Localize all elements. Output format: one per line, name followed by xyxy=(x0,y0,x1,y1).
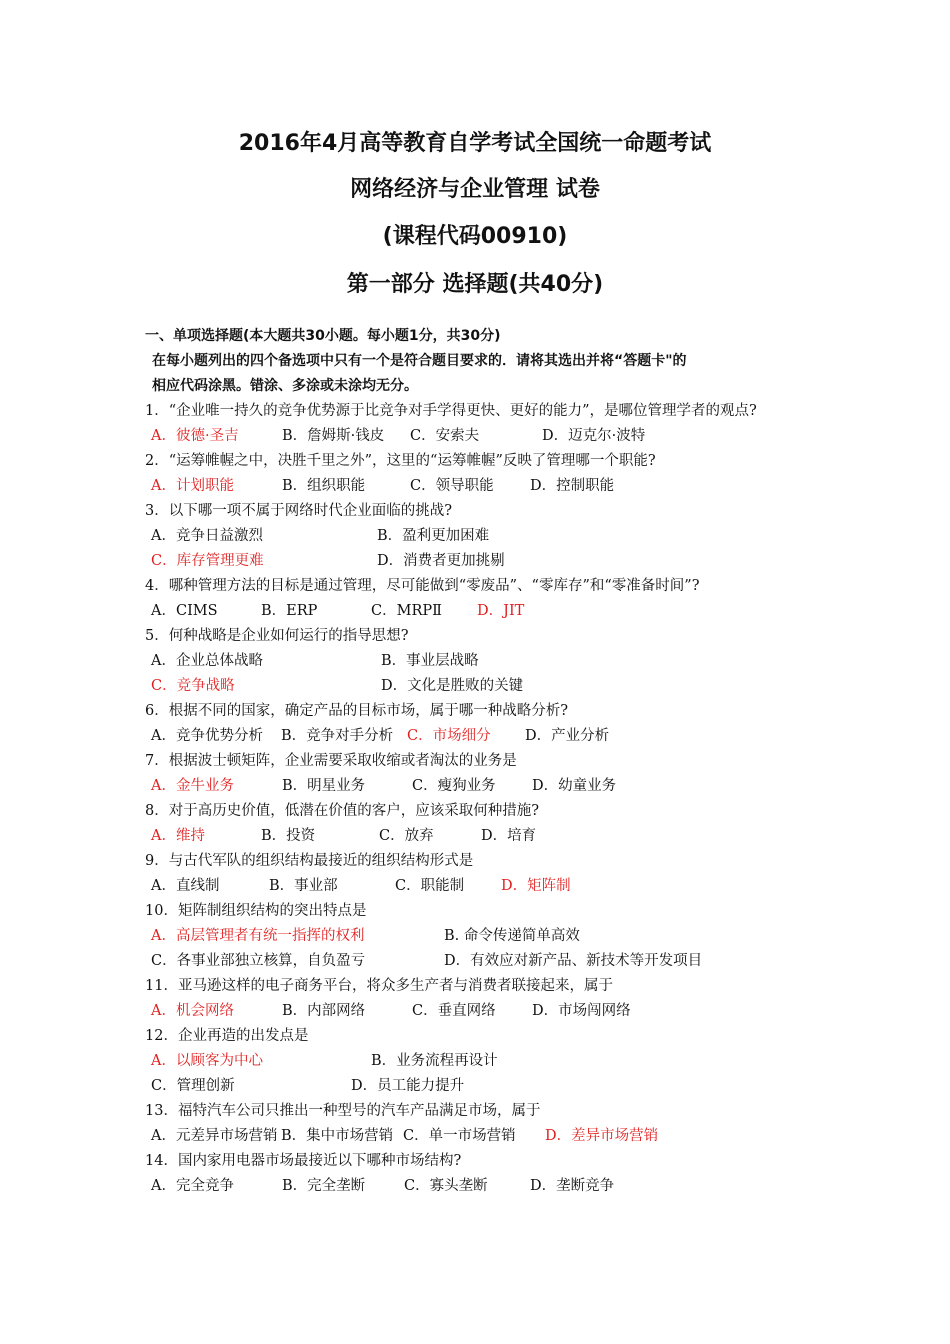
option: A．完全竞争 xyxy=(151,1178,234,1194)
answer-option: D．差异市场营销 xyxy=(545,1128,659,1144)
option-row xyxy=(145,1049,835,1074)
question-text: 8．对于高历史价值，低潜在价值的客户，应该采取何种措施? xyxy=(145,803,539,819)
question-text: 11．亚马逊这样的电子商务平台，将众多生产者与消费者联接起来，属于 xyxy=(145,978,613,994)
part-title: 第一部分 选择题(共40分) xyxy=(346,272,604,297)
option: D．员工能力提升 xyxy=(351,1078,465,1094)
section-heading: 一、单项选择题(本大题共30小题。每小题1分，共30分) xyxy=(145,328,501,344)
option: D．产业分析 xyxy=(525,728,610,744)
answer-option: C．市场细分 xyxy=(407,728,491,744)
option: D．控制职能 xyxy=(530,478,615,494)
option-row xyxy=(145,1174,835,1199)
question-text: 12．企业再造的出发点是 xyxy=(145,1028,309,1044)
option: D．消费者更加挑剔 xyxy=(377,553,505,569)
option-row xyxy=(145,474,835,499)
answer-option: A．维持 xyxy=(151,828,205,844)
option: D．幼童业务 xyxy=(532,778,617,794)
option-row xyxy=(145,874,835,899)
answer-option: A．以顾客为中心 xyxy=(151,1053,263,1069)
option: A．竞争日益激烈 xyxy=(151,528,263,544)
answer-option: A．彼德·圣吉 xyxy=(151,428,239,444)
option: C．垂直网络 xyxy=(412,1003,496,1019)
option-row xyxy=(145,924,835,949)
question-text: 6．根据不同的国家，确定产品的目标市场，属于哪一种战略分析? xyxy=(145,703,568,719)
option: D．迈克尔·波特 xyxy=(542,428,646,444)
option: D．文化是胜败的关键 xyxy=(381,678,524,694)
option-row xyxy=(145,549,835,574)
option: C．各事业部独立核算，自负盈亏 xyxy=(151,953,366,969)
option-row xyxy=(145,824,835,849)
option: D．垄断竞争 xyxy=(530,1178,615,1194)
question-text: 10．矩阵制组织结构的突出特点是 xyxy=(145,903,367,919)
option: B．投资 xyxy=(261,828,316,844)
option-row xyxy=(145,524,835,549)
option-row xyxy=(145,599,835,624)
answer-option: D．矩阵制 xyxy=(501,878,571,894)
option-row xyxy=(145,999,835,1024)
title-block xyxy=(0,131,950,298)
option-row xyxy=(145,774,835,799)
question-text: 2．“运筹帷幄之中，决胜千里之外”，这里的“运筹帷幄”反映了管理哪一个职能? xyxy=(145,453,656,469)
question-text: 1．“企业唯一持久的竞争优势源于比竞争对手学得更快、更好的能力”，是哪位管理学者的观点? xyxy=(145,403,757,419)
answer-option: A．计划职能 xyxy=(151,478,234,494)
option: C．领导职能 xyxy=(410,478,494,494)
option: B．明星业务 xyxy=(282,778,366,794)
option: A．竞争优势分析 xyxy=(151,728,263,744)
option: D．培育 xyxy=(481,828,537,844)
subject-title: 网络经济与企业管理 试卷 xyxy=(350,177,600,202)
option: C．职能制 xyxy=(395,878,465,894)
option-row xyxy=(145,949,835,974)
question-text: 9．与古代军队的组织结构最接近的组织结构形式是 xyxy=(145,853,474,869)
option: B．ERP xyxy=(261,603,318,619)
option: D．市场闯网络 xyxy=(532,1003,631,1019)
option: C．瘦狗业务 xyxy=(412,778,496,794)
option: B．事业部 xyxy=(269,878,338,894)
option: C．管理创新 xyxy=(151,1078,235,1094)
option: B．事业层战略 xyxy=(381,653,479,669)
question-section xyxy=(145,324,835,1199)
option: B．业务流程再设计 xyxy=(371,1053,498,1069)
course-code: (课程代码00910) xyxy=(382,224,568,249)
option: C．放弃 xyxy=(379,828,434,844)
option-row xyxy=(145,724,835,749)
answer-option: A．机会网络 xyxy=(151,1003,234,1019)
answer-option: A．金牛业务 xyxy=(151,778,234,794)
option: B．詹姆斯·钱皮 xyxy=(282,428,385,444)
option: C．安索夫 xyxy=(410,428,480,444)
option: A．CIMS xyxy=(151,603,218,619)
section-instruction: 相应代码涂黑。错涂、多涂或未涂均无分。 xyxy=(152,378,418,394)
option-row xyxy=(145,649,835,674)
option: A．企业总体战略 xyxy=(151,653,263,669)
answer-option: C．竞争战略 xyxy=(151,678,235,694)
option-row xyxy=(145,674,835,699)
option-row xyxy=(145,1074,835,1099)
question-text: 4．哪种管理方法的目标是通过管理，尽可能做到“零废品”、“零库存”和“零准备时间”? xyxy=(145,578,700,594)
question-text: 7．根据波士顿矩阵，企业需要采取收缩或者淘汰的业务是 xyxy=(145,753,517,769)
question-text: 14．国内家用电器市场最接近以下哪种市场结构? xyxy=(145,1153,462,1169)
option: D．有效应对新产品、新技术等开发项目 xyxy=(444,953,703,969)
option: B．内部网络 xyxy=(282,1003,366,1019)
exam-title: 2016年4月高等教育自学考试全国统一命题考试 xyxy=(238,131,712,156)
option-row xyxy=(145,1124,835,1149)
answer-option: C．库存管理更难 xyxy=(151,553,264,569)
option: B．盈利更加困难 xyxy=(377,528,490,544)
option: B．组织职能 xyxy=(282,478,366,494)
option: B. 命令传递简单高效 xyxy=(444,928,580,944)
question-text: 5．何种战略是企业如何运行的指导思想? xyxy=(145,628,409,644)
option: C．单一市场营销 xyxy=(403,1128,516,1144)
section-instruction: 在每小题列出的四个备选项中只有一个是符合题目要求的．请将其选出并将“答题卡"的 xyxy=(152,353,687,369)
option: C．MRPⅡ xyxy=(371,603,442,619)
answer-option: D．JIT xyxy=(477,603,525,619)
question-text: 3．以下哪一项不属于网络时代企业面临的挑战? xyxy=(145,503,452,519)
option: B．完全垄断 xyxy=(282,1178,366,1194)
option: B．集中市场营销 xyxy=(281,1128,394,1144)
option-row xyxy=(145,424,835,449)
option: A．元差异市场营销 xyxy=(151,1128,278,1144)
option: A．直线制 xyxy=(151,878,220,894)
option: B．竞争对手分析 xyxy=(281,728,394,744)
question-text: 13．福特汽车公司只推出一种型号的汽车产品满足市场，属于 xyxy=(145,1103,541,1119)
option: C．寡头垄断 xyxy=(404,1178,488,1194)
answer-option: A．高层管理者有统一指挥的权利 xyxy=(151,928,365,944)
